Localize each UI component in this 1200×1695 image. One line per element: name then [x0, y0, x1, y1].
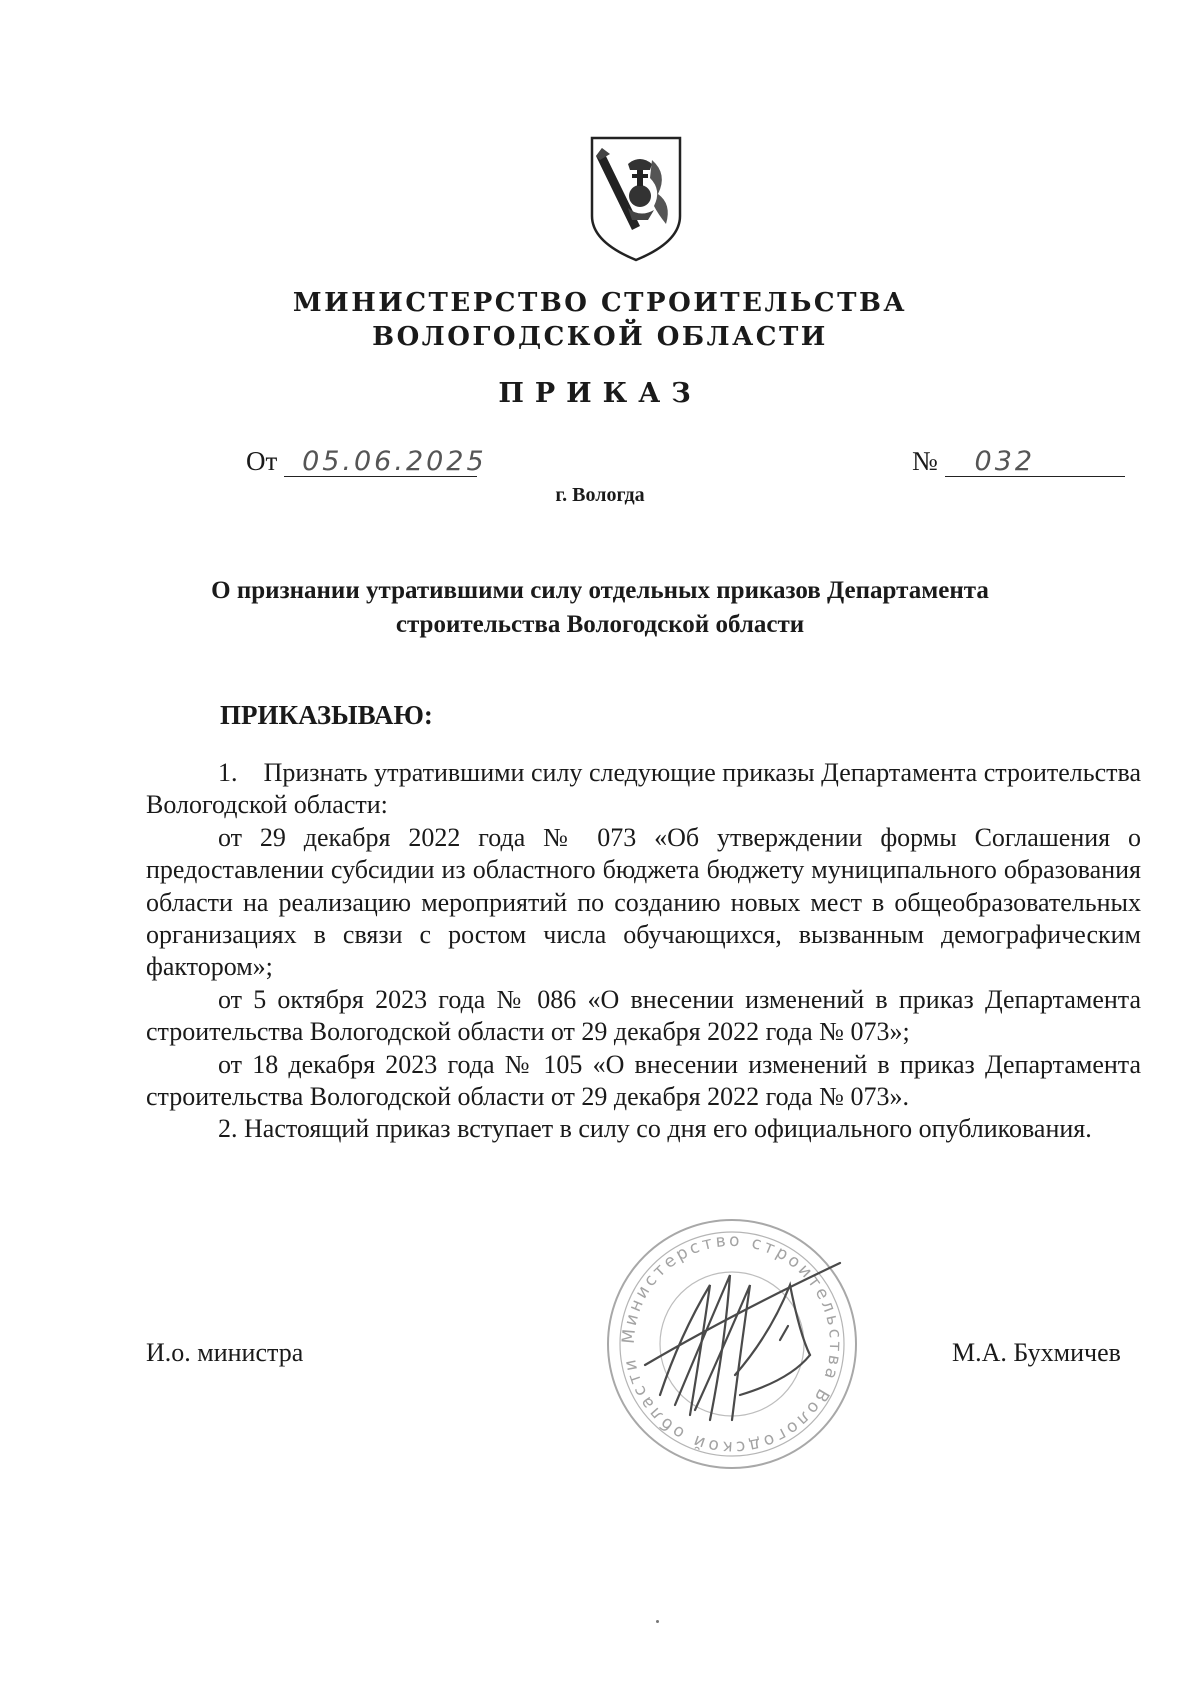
number-field [912, 446, 1125, 477]
city-label: г. Вологда [555, 484, 645, 506]
date-field [246, 446, 487, 477]
coat-of-arms-icon [588, 134, 684, 264]
handwritten-signature [640, 1245, 860, 1445]
body-paragraph-2: от 29 декабря 2022 года № 073 «Об утверждении формы Соглашения о предоставлении субсидии из областного бюджета бюджету муниципального образования области на реализацию мероприятий по созданию новых мест в общеобразовательных организациях в связи с ростом числа обучающихся, вызванным демографическим фактором»; [146, 822, 1141, 982]
scan-speck [656, 1620, 659, 1623]
body-paragraph-3: от 5 октября 2023 года № 086 «О внесении изменений в приказ Департамента строительства Вологодской области от 29 декабря 2022 года № 073»; [146, 984, 1141, 1047]
ministry-name-line1: МИНИСТЕРСТВО СТРОИТЕЛЬСТВА [292, 288, 908, 318]
body-paragraph-5: 2. Настоящий приказ вступает в силу со дня его официального опубликования. [218, 1114, 1092, 1144]
document-type-title: ПРИКАЗ [498, 378, 702, 409]
signatory-title: И.о. министра [146, 1338, 304, 1367]
handwritten-date: 05.06.2025 [284, 446, 477, 477]
document-body [146, 757, 1141, 1146]
body-paragraph-4: от 18 декабря 2023 года № 105 «О внесении изменений в приказ Департамента строительства Вологодской области от 29 декабря 2022 года № 073». [146, 1049, 1141, 1112]
signatory-name: М.А. Бухмичев [952, 1338, 1121, 1367]
number-prefix: № [912, 446, 938, 476]
date-prefix: От [246, 446, 278, 476]
subject-line2: строительства Вологодской области [395, 611, 805, 638]
document-subject [150, 574, 1050, 642]
subject-line1: О признании утратившими силу отдельных приказов Департамента [211, 577, 989, 604]
body-paragraph-1: 1. Признать утратившими силу следующие приказы Департамента строительства Вологодской области: [146, 758, 1141, 820]
order-heading: ПРИКАЗЫВАЮ: [220, 700, 433, 730]
handwritten-number: 032 [945, 446, 1125, 477]
svg-text:Министерство строительства Вол: Министерство строительства Вологодской области [618, 1230, 846, 1458]
ministry-name-line2: ВОЛОГОДСКОЙ ОБЛАСТИ [372, 322, 828, 352]
